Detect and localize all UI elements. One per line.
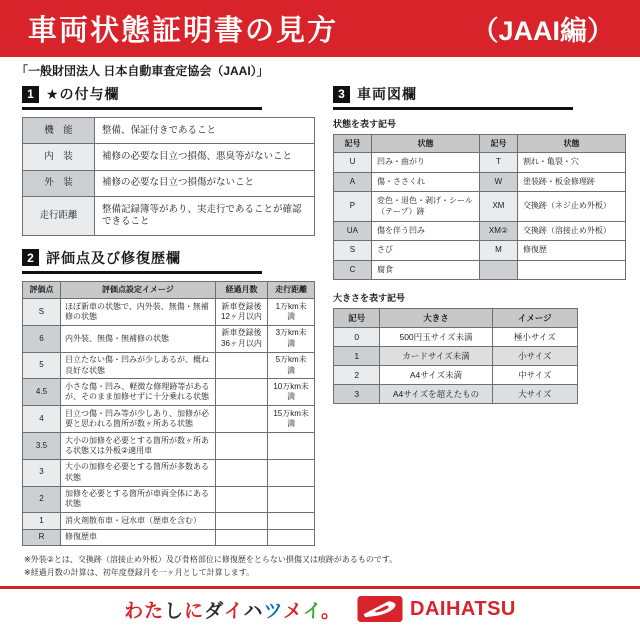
table-row (23, 513, 315, 529)
table-row (23, 406, 315, 433)
table-cell: 4 (23, 406, 61, 433)
table-row (334, 366, 578, 385)
table-row (23, 379, 315, 406)
table-cell: 整備、保証付きであること (95, 118, 315, 144)
state-symbols-subtitle: 状態を表す記号 (333, 119, 397, 129)
table-cell: A (334, 172, 372, 191)
footnote-line: ※経過月数の計算は、初年度登録月を一ヶ月として計算します。 (24, 567, 255, 577)
table-cell: 2 (334, 366, 380, 385)
daihatsu-logo (357, 596, 516, 622)
table-cell (517, 260, 625, 279)
page-title: 車両状態証明書の見方 (28, 15, 339, 47)
size-symbol-table (333, 308, 578, 404)
section-1-title: ★の付与欄 (46, 86, 120, 102)
table-cell: U (334, 153, 372, 172)
table-cell: R (23, 529, 61, 545)
table-row (334, 328, 578, 347)
table-cell: A4サイズ未満 (380, 366, 492, 385)
table-cell: 凹み・曲がり (371, 153, 479, 172)
column-header: 記号 (479, 135, 517, 153)
table-cell: 修復歴 (517, 241, 625, 260)
table-cell: 交換跡（ネジ止め外板） (517, 192, 625, 222)
column-header: 記号 (334, 309, 380, 328)
table-row (23, 299, 315, 326)
slogan-char: し (164, 600, 185, 622)
table-cell (268, 513, 315, 529)
table-cell: S (334, 241, 372, 260)
table-cell: 修復歴車 (60, 529, 215, 545)
table-cell: 大小の加修を必要とする箇所が多数ある状態 (60, 459, 215, 486)
daihatsu-d-mark-icon (357, 596, 403, 622)
table-cell: 2 (23, 486, 61, 513)
table-row (334, 153, 626, 172)
table-cell (215, 433, 268, 460)
section-1-header (22, 84, 262, 110)
table-cell (215, 352, 268, 379)
table-row (334, 347, 578, 366)
section-3-header (333, 84, 573, 110)
slogan-char: わ (124, 600, 145, 622)
table-header-row (23, 281, 315, 298)
table-row (23, 459, 315, 486)
slogan-char: イ (223, 600, 244, 622)
table-cell: 10万km未満 (268, 379, 315, 406)
table-cell: 走行距離 (23, 197, 95, 236)
table-cell: 3.5 (23, 433, 61, 460)
slogan-char: た (144, 600, 165, 622)
section-2-header (22, 248, 262, 274)
main-content (0, 82, 640, 546)
table-cell: ほぼ新車の状態で、内外装、無傷・無補修の状態 (60, 299, 215, 326)
table-cell: 割れ・亀裂・穴 (517, 153, 625, 172)
slogan-char: に (184, 600, 205, 622)
table-cell: 5 (23, 352, 61, 379)
table-cell (479, 260, 517, 279)
table-row (334, 385, 578, 404)
table-cell: 内外装、無傷・無補修の状態 (60, 325, 215, 352)
table-cell: P (334, 192, 372, 222)
table-row (23, 433, 315, 460)
table-cell: 3万km未満 (268, 325, 315, 352)
table-cell: 新車登録後12ヶ月以内 (215, 299, 268, 326)
table-cell: M (479, 241, 517, 260)
table-cell: 外 装 (23, 170, 95, 196)
table-row (23, 144, 315, 170)
table-row (23, 118, 315, 144)
table-cell: さび (371, 241, 479, 260)
table-header-row (334, 309, 578, 328)
column-header: 状態 (517, 135, 625, 153)
table-row (23, 325, 315, 352)
table-cell: 傷を伴う凹み (371, 221, 479, 240)
header-bar (0, 0, 640, 57)
section-2-number-badge: 2 (22, 249, 39, 266)
column-header: 走行距離 (268, 281, 315, 298)
column-header: 記号 (334, 135, 372, 153)
slogan-char: ツ (263, 600, 284, 622)
table-cell: 500円玉サイズ未満 (380, 328, 492, 347)
table-cell: 1 (23, 513, 61, 529)
table-cell: 新車登録後36ヶ月以内 (215, 325, 268, 352)
table-row (23, 170, 315, 196)
table-cell (215, 513, 268, 529)
size-symbols-subtitle: 大きさを表す記号 (333, 293, 406, 304)
table-row (23, 529, 315, 545)
table-cell: 6 (23, 325, 61, 352)
right-column (333, 84, 626, 546)
star-criteria-table (22, 117, 315, 236)
footnotes (24, 554, 640, 579)
table-cell (215, 486, 268, 513)
slogan-char: ダ (204, 600, 224, 622)
column-header: 状態 (371, 135, 479, 153)
slogan-logo (124, 596, 341, 623)
table-row (334, 241, 626, 260)
table-cell: W (479, 172, 517, 191)
table-row (334, 221, 626, 240)
table-cell: XM② (479, 221, 517, 240)
table-cell (215, 379, 268, 406)
table-cell (268, 529, 315, 545)
column-header: 大きさ (380, 309, 492, 328)
table-cell: 内 装 (23, 144, 95, 170)
section-3-number-badge: 3 (333, 86, 350, 103)
table-cell: 大小の加修を必要とする箇所が数ヶ所ある状態又は外板②適用車 (60, 433, 215, 460)
table-cell: 変色・退色・剥げ・シール（テープ）跡 (371, 192, 479, 222)
table-cell: 目立つ傷・凹み等が少しあり、加修が必要と思われる箇所が数ヶ所ある状態 (60, 406, 215, 433)
column-header: 評価点 (23, 281, 61, 298)
footnote-line: ※外装②とは、交換跡（溶接止め外板）及び骨格部位に修復歴をとらない損傷又は痕跡があるものです。 (24, 555, 398, 565)
table-row (334, 260, 626, 279)
slogan-char: イ (302, 600, 321, 622)
table-cell: 補修の必要な目立つ損傷がないこと (95, 170, 315, 196)
table-cell: 補修の必要な目立つ損傷、悪臭等がないこと (95, 144, 315, 170)
table-cell: T (479, 153, 517, 172)
table-cell: C (334, 260, 372, 279)
table-row (334, 192, 626, 222)
edition-label: （JAAI編） (471, 16, 614, 46)
table-cell: 5万km未満 (268, 352, 315, 379)
table-cell (268, 459, 315, 486)
table-cell: UA (334, 221, 372, 240)
column-header: 評価点設定イメージ (60, 281, 215, 298)
state-symbol-table (333, 134, 626, 280)
table-row (334, 172, 626, 191)
table-row (23, 486, 315, 513)
table-cell: 加修を必要とする箇所が車両全体にある状態 (60, 486, 215, 513)
slogan-char: メ (283, 600, 303, 622)
table-cell: 目立たない傷・凹みが少しあるが、概ね良好な状態 (60, 352, 215, 379)
footer (0, 589, 640, 630)
left-column (22, 84, 315, 546)
table-cell (268, 486, 315, 513)
table-cell: 1万km未満 (268, 299, 315, 326)
table-cell: 機 能 (23, 118, 95, 144)
table-cell (215, 529, 268, 545)
table-cell: XM (479, 192, 517, 222)
evaluation-score-table (22, 281, 315, 546)
table-cell (215, 406, 268, 433)
table-cell: 傷・ささくれ (371, 172, 479, 191)
slogan-char: ハ (243, 600, 264, 622)
subtitle: 「一般財団法人 日本自動車査定協会（JAAI）」 (16, 64, 269, 78)
table-cell: 消火剤散布車・冠水車（歴車を含む） (60, 513, 215, 529)
table-cell: 1 (334, 347, 380, 366)
column-header: イメージ (492, 309, 577, 328)
daihatsu-wordmark: DAIHATSU (410, 597, 516, 620)
column-header: 経過月数 (215, 281, 268, 298)
table-cell (268, 433, 315, 460)
table-row (23, 352, 315, 379)
table-cell: A4サイズを超えたもの (380, 385, 492, 404)
slogan-char: 。 (321, 600, 342, 622)
table-cell: 3 (334, 385, 380, 404)
table-cell: 0 (334, 328, 380, 347)
table-header-row (334, 135, 626, 153)
section-1-number-badge: 1 (22, 86, 39, 103)
table-cell: 大サイズ (492, 385, 577, 404)
table-cell: 小さな傷・凹み、軽微な修理跡等があるが、そのまま加修せずに十分乗れる状態 (60, 379, 215, 406)
table-cell: 3 (23, 459, 61, 486)
table-cell: 15万km未満 (268, 406, 315, 433)
table-cell: 腐食 (371, 260, 479, 279)
table-cell: 塗装跡・板金修理跡 (517, 172, 625, 191)
table-cell: S (23, 299, 61, 326)
table-row (23, 197, 315, 236)
section-2-title: 評価点及び修復歴欄 (46, 249, 181, 266)
table-cell: 中サイズ (492, 366, 577, 385)
table-cell: 4.5 (23, 379, 61, 406)
table-cell: 交換跡（溶接止め外板） (517, 221, 625, 240)
table-cell: カードサイズ未満 (380, 347, 492, 366)
table-cell: 極小サイズ (492, 328, 577, 347)
table-cell: 整備記録簿等があり、実走行であることが確認できること (95, 197, 315, 236)
table-cell (215, 459, 268, 486)
section-3-title: 車両図欄 (357, 86, 417, 102)
table-cell: 小サイズ (492, 347, 577, 366)
